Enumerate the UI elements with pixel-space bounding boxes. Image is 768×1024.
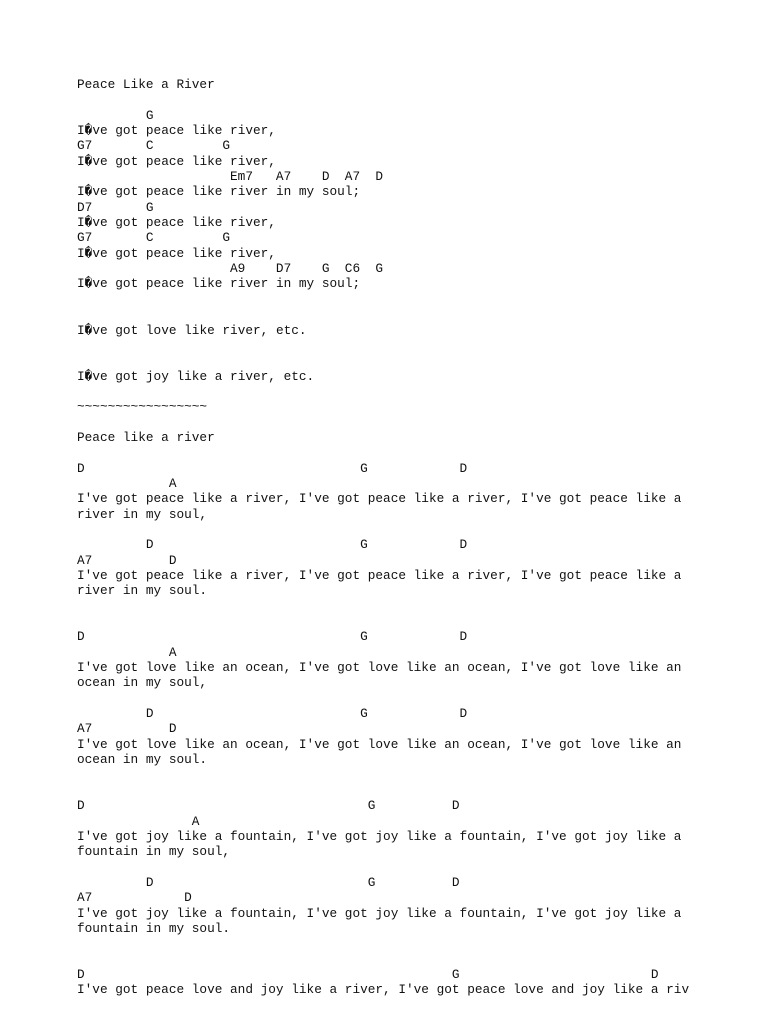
sheet-line (77, 767, 689, 782)
sheet-line: D G D (77, 874, 460, 890)
sheet-line: ocean in my soul. (77, 752, 208, 768)
sheet-line (77, 445, 689, 460)
sheet-line (77, 522, 689, 537)
sheet-line: D G D (77, 798, 460, 814)
sheet-line: D G D (77, 629, 468, 645)
sheet-line (77, 338, 689, 353)
sheet-line: G (77, 107, 154, 123)
sheet-line (77, 384, 689, 399)
sheet-line (77, 92, 689, 107)
sheet-line: I�ve got peace like river in my soul; (77, 184, 361, 200)
sheet-line (77, 952, 689, 967)
sheet-line: I've got love like an ocean, I've got love like an ocean, I've got love like an (77, 660, 682, 676)
sheet-line: D G D (77, 706, 468, 722)
sheet-line (77, 936, 689, 951)
sheet-line: Peace like a river (77, 429, 215, 445)
sheet-line: Em7 A7 D A7 D (77, 169, 384, 185)
sheet-line: ~~~~~~~~~~~~~~~~~ (77, 399, 208, 415)
sheet-line: I�ve got peace like river, (77, 153, 276, 169)
sheet-line: A7 D (77, 552, 177, 568)
sheet-line: I've got love like an ocean, I've got love like an ocean, I've got love like an (77, 736, 682, 752)
sheet-line: fountain in my soul, (77, 844, 231, 860)
sheet-line: I've got joy like a fountain, I've got joy like a fountain, I've got joy like a (77, 828, 682, 844)
sheet-line: river in my soul. (77, 583, 208, 599)
sheet-line: I�ve got peace like river, (77, 245, 276, 261)
sheet-line (77, 614, 689, 629)
sheet-line (77, 353, 689, 368)
sheet-line: A9 D7 G C6 G (77, 261, 384, 277)
sheet-line: I�ve got joy like a river, etc. (77, 368, 315, 384)
sheet-line: I've got joy like a fountain, I've got joy like a fountain, I've got joy like a (77, 905, 682, 921)
sheet-line: I�ve got love like river, etc. (77, 322, 307, 338)
sheet-line: I�ve got peace like river, (77, 215, 276, 231)
sheet-line (77, 599, 689, 614)
sheet-line: fountain in my soul. (77, 920, 231, 936)
sheet-line: ocean in my soul, (77, 675, 208, 691)
sheet-line: river in my soul, (77, 506, 208, 522)
sheet-line: G7 C G (77, 138, 231, 154)
sheet-line: A7 D (77, 890, 192, 906)
sheet-line: D G D (77, 966, 659, 982)
sheet-line (77, 415, 689, 430)
sheet-line (77, 691, 689, 706)
sheet-line (77, 292, 689, 307)
sheet-line (77, 307, 689, 322)
sheet-line: D G D (77, 537, 468, 553)
sheet-line: I�ve got peace like river in my soul; (77, 276, 361, 292)
sheet-line: D G D (77, 460, 468, 476)
sheet-line: Peace Like a River (77, 77, 215, 92)
sheet-line: A (77, 644, 177, 660)
sheet-line: A (77, 813, 200, 829)
sheet-line (77, 783, 689, 798)
sheet-line: G7 C G (77, 230, 231, 246)
sheet-line: A7 D (77, 721, 177, 737)
sheet-line (77, 860, 689, 875)
chord-sheet (77, 77, 689, 998)
sheet-line: I've got peace love and joy like a river, I've got peace love and joy like a riv (77, 982, 690, 998)
sheet-line: I've got peace like a river, I've got peace like a river, I've got peace like a (77, 491, 682, 507)
sheet-line: I've got peace like a river, I've got peace like a river, I've got peace like a (77, 568, 682, 583)
sheet-line: D7 G (77, 199, 154, 215)
sheet-line: I�ve got peace like river, (77, 123, 276, 139)
sheet-line: A (77, 475, 177, 491)
